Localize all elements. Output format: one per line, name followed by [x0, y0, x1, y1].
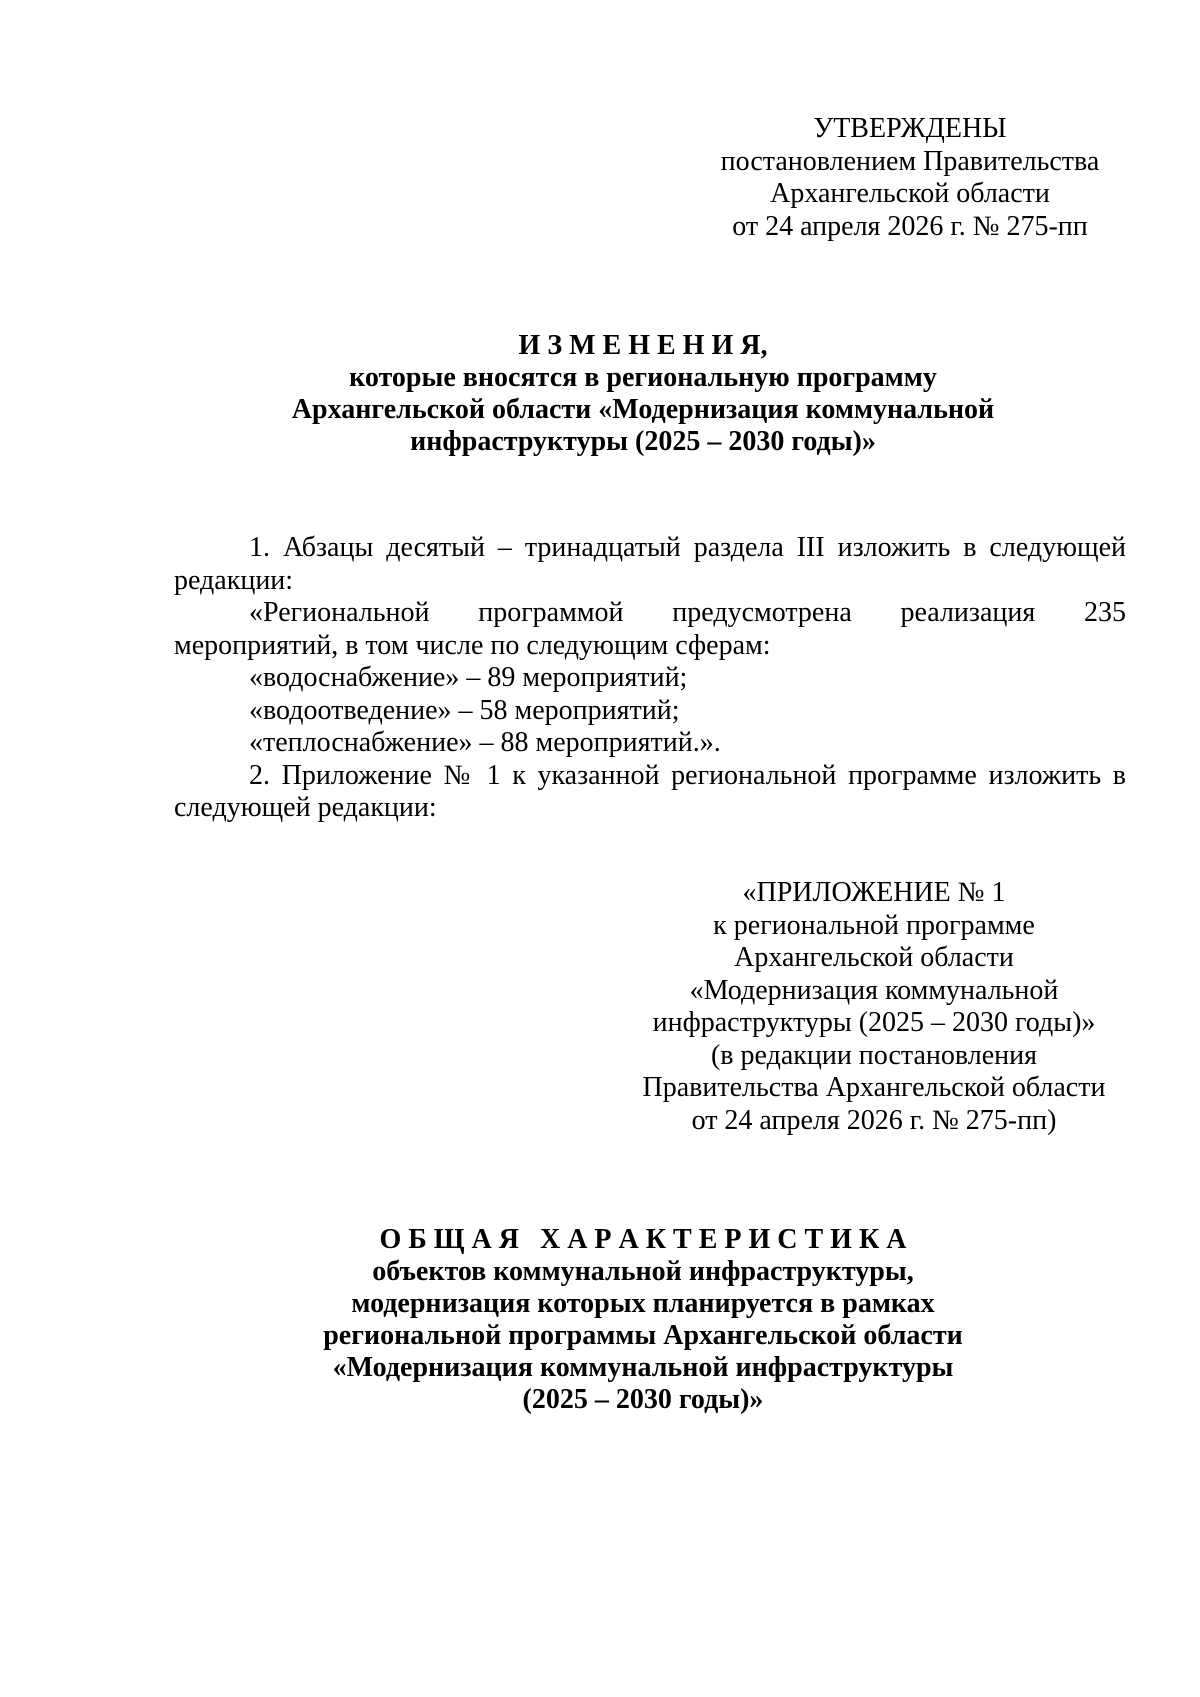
changes-title-block — [160, 330, 1126, 458]
paragraph-1: 1. Абзацы десятый – тринадцатый раздела III изложить в следующей редакции: — [174, 532, 1126, 596]
general-title-block — [160, 1224, 1126, 1416]
approval-line: УТВЕРЖДЕНЫ — [813, 113, 1007, 144]
paragraph-appendix-change: 2. Приложение № 1 к указанной региональной программе изложить в следующей редакции: — [174, 759, 1126, 823]
paragraph-drainage: «водоотведение» – 58 мероприятий; — [249, 694, 680, 726]
appendix-line: инфраструктуры (2025 – 2030 годы)» — [652, 1007, 1096, 1038]
document-body — [174, 532, 1126, 825]
approval-line: Архангельской области — [770, 178, 1050, 209]
appendix-line: «Модернизация коммунальной — [689, 974, 1059, 1006]
paragraph-2: «Региональной программой предусмотрена реализация 235 мероприятий, в том числе по следующим сферам: — [174, 597, 1126, 661]
appendix-line: к региональной программе — [713, 909, 1035, 941]
general-subtitle-line: объектов коммунальной инфраструктуры, — [372, 1256, 914, 1287]
general-subtitle-line: региональной программы Архангельской области — [323, 1320, 963, 1351]
changes-subtitle-line: инфраструктуры (2025 – 2030 годы)» — [410, 426, 876, 457]
paragraph-heating: «теплоснабжение» – 88 мероприятий.». — [249, 727, 721, 758]
approval-line: постановлением Правительства — [720, 145, 1100, 177]
approval-stamp — [700, 113, 1120, 243]
general-heading: О Б Щ А Я Х А Р А К Т Е Р И С Т И К А — [379, 1224, 907, 1255]
general-subtitle-line: (2025 – 2030 годы)» — [522, 1384, 764, 1415]
approval-line: от 24 апреля 2026 г. № 275-пп — [732, 210, 1088, 242]
appendix-line: Правительства Архангельской области — [642, 1072, 1106, 1103]
general-subtitle-line: модернизация которых планируется в рамках — [351, 1288, 935, 1319]
appendix-line: от 24 апреля 2026 г. № 275-пп) — [691, 1104, 1057, 1136]
changes-subtitle-line: которые вносятся в региональную программу — [349, 362, 937, 393]
changes-heading: И З М Е Н Е Н И Я, — [518, 330, 768, 361]
paragraph-water-supply: «водоснабжение» – 89 мероприятий; — [249, 662, 688, 693]
appendix-line: Архангельской области — [734, 942, 1014, 973]
general-subtitle-line: «Модернизация коммунальной инфраструктуры — [332, 1352, 954, 1383]
changes-subtitle-line: Архангельской области «Модернизация коммунальной — [291, 394, 995, 425]
appendix-header — [624, 877, 1124, 1137]
appendix-line: «ПРИЛОЖЕНИЕ № 1 — [742, 877, 1006, 908]
appendix-line: (в редакции постановления — [710, 1039, 1038, 1071]
